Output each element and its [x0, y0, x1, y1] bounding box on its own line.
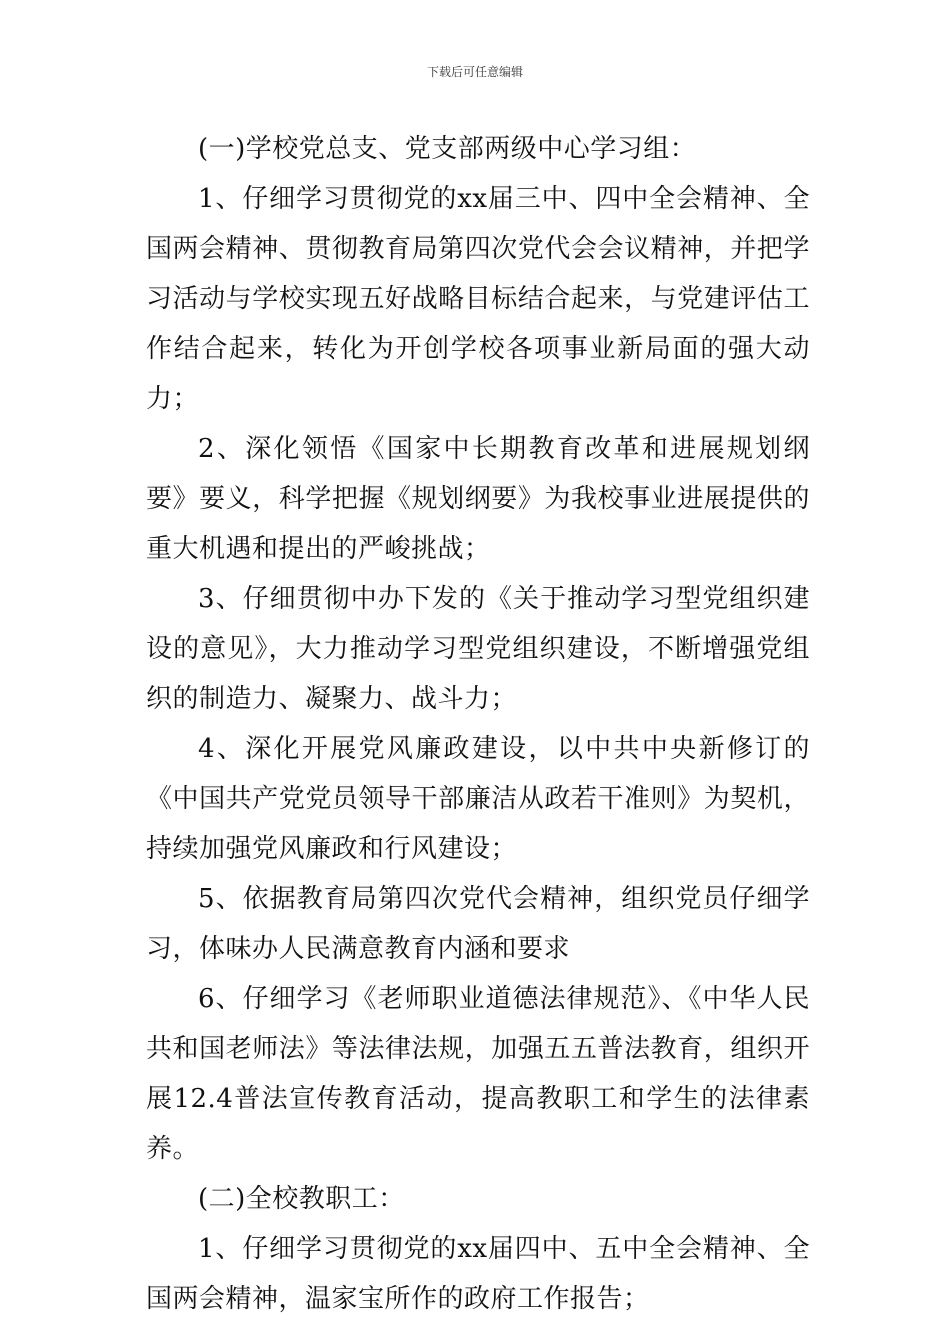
paragraph: 3、仔细贯彻中办下发的《关于推动学习型党组织建设的意见》，大力推动学习型党组织建设，不断增强党组织的制造力、凝聚力、战斗力；	[146, 584, 810, 714]
paragraph: 4、深化开展党风廉政建设，以中共中央新修订的《中国共产党党员领导干部廉洁从政若干准则》为契机，持续加强党风廉政和行风建设；	[146, 734, 810, 864]
paragraph: 5、依据教育局第四次党代会精神，组织党员仔细学习，体味办人民满意教育内涵和要求	[146, 884, 810, 964]
document-body	[146, 124, 810, 1324]
paragraph: 2、深化领悟《国家中长期教育改革和进展规划纲要》要义，科学把握《规划纲要》为我校事业进展提供的重大机遇和提出的严峻挑战；	[146, 434, 810, 564]
paragraph: 1、仔细学习贯彻党的xx届四中、五中全会精神、全国两会精神，温家宝所作的政府工作报告；	[146, 1234, 810, 1314]
paragraph: 6、仔细学习《老师职业道德法律规范》、《中华人民共和国老师法》等法律法规，加强五五普法教育，组织开展12.4普法宣传教育活动，提高教职工和学生的法律素养。	[146, 984, 810, 1164]
section-heading-1: (一)学校党总支、党支部两级中心学习组：	[198, 134, 697, 164]
section-heading-2: (二)全校教职工：	[198, 1184, 405, 1214]
page-header: 下载后可任意编辑	[426, 65, 523, 79]
paragraph: 1、仔细学习贯彻党的xx届三中、四中全会精神、全国两会精神、贯彻教育局第四次党代会会议精神，并把学习活动与学校实现五好战略目标结合起来，与党建评估工作结合起来，转化为开创学校各项事业新局面的强大动力；	[146, 184, 810, 414]
